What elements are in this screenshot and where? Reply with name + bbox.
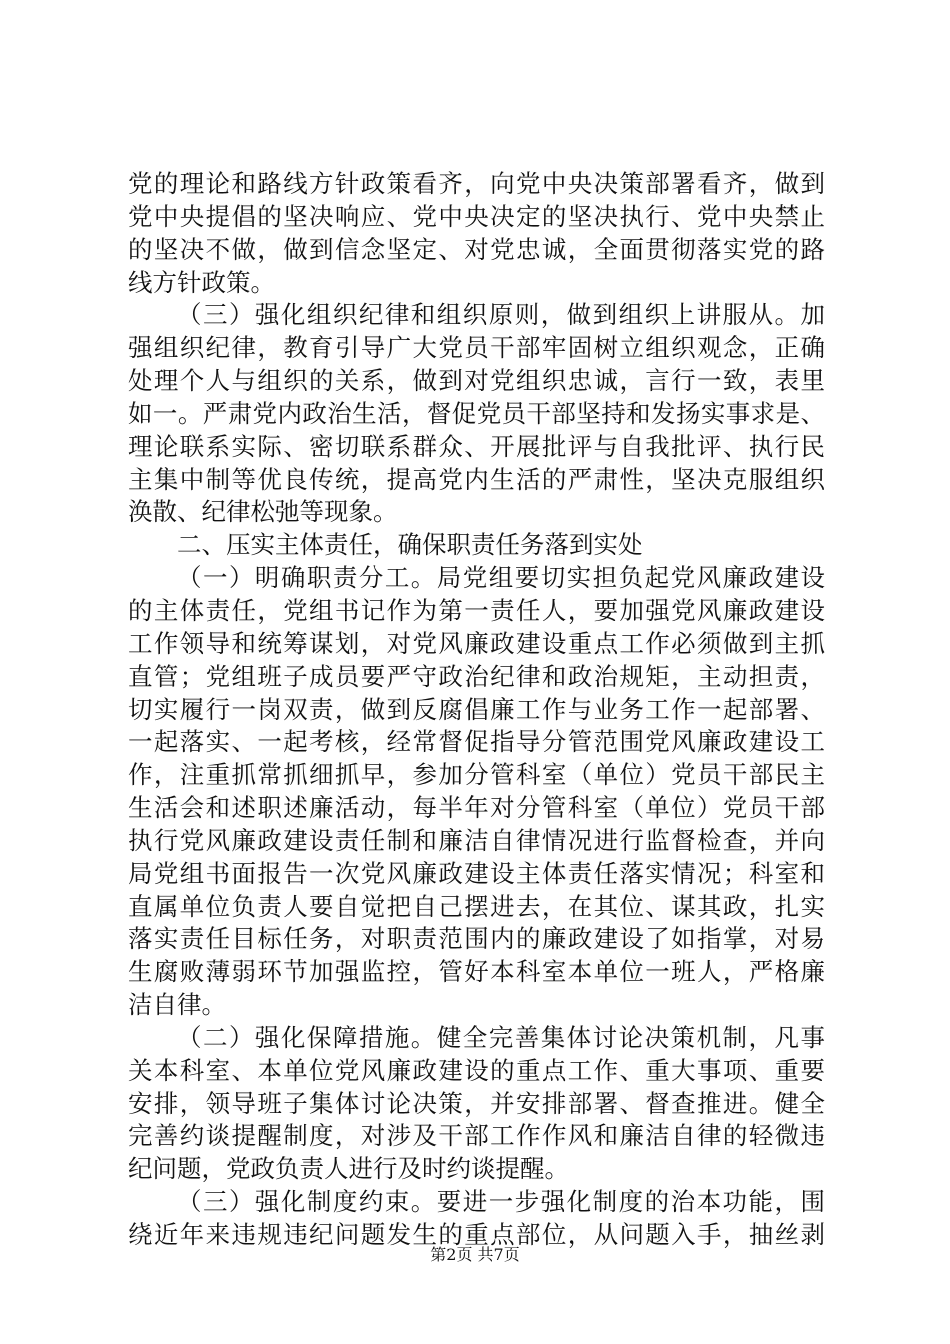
text-line: 生腐败薄弱环节加强监控，管好本科室本单位一班人，严格廉	[128, 957, 825, 987]
text-line: 落实责任目标任务，对职责范围内的廉政建设了如指掌，对易	[128, 924, 825, 954]
text-line: 处理个人与组织的关系，做到对党组织忠诚，言行一致，表里	[128, 366, 825, 396]
text-line: 涣散、纪律松弛等现象。	[128, 497, 398, 527]
text-line: 直管；党组班子成员要严守政治纪律和政治规矩，主动担责，	[128, 661, 825, 691]
text-line: 完善约谈提醒制度，对涉及干部工作作风和廉洁自律的轻微违	[128, 1121, 825, 1151]
text-line: 洁自律。	[128, 990, 226, 1020]
text-line: 线方针政策。	[128, 267, 275, 297]
text-line: 关本科室、本单位党风廉政建设的重点工作、重大事项、重要	[128, 1055, 825, 1085]
text-line: （三）强化组织纪律和组织原则，做到组织上讲服从。加	[177, 300, 825, 330]
text-line: 党的理论和路线方针政策看齐，向党中央决策部署看齐，做到	[128, 169, 825, 198]
text-line: 理论联系实际、密切联系群众、开展批评与自我批评、执行民	[128, 431, 825, 461]
text-line: 安排，领导班子集体讨论决策，并安排部署、督查推进。健全	[128, 1088, 825, 1118]
text-line: 的主体责任，党组书记作为第一责任人，要加强党风廉政建设	[128, 595, 825, 625]
text-line: （二）强化保障措施。健全完善集体讨论决策机制，凡事	[177, 1022, 825, 1052]
text-line: 局党组书面报告一次党风廉政建设主体责任落实情况；科室和	[128, 858, 825, 888]
text-line: 切实履行一岗双责，做到反腐倡廉工作与业务工作一起部署、	[128, 694, 825, 724]
text-line: （一）明确职责分工。局党组要切实担负起党风廉政建设	[177, 563, 825, 593]
text-line: 强组织纪律，教育引导广大党员干部牢固树立组织观念，正确	[128, 333, 825, 363]
text-line: 一起落实、一起考核，经常督促指导分管范围党风廉政建设工	[128, 727, 825, 757]
text-line: 生活会和述职述廉活动，每半年对分管科室（单位）党员干部	[128, 793, 825, 823]
text-line: 工作领导和统筹谋划，对党风廉政建设重点工作必须做到主抓	[128, 628, 825, 658]
text-line: 直属单位负责人要自觉把自己摆进去，在其位、谋其政，扎实	[128, 891, 825, 921]
text-line: 的坚决不做，做到信念坚定、对党忠诚，全面贯彻落实党的路	[128, 234, 825, 264]
text-line: 绕近年来违规违纪问题发生的重点部位，从问题入手，抽丝剥	[128, 1220, 825, 1249]
text-line: 执行党风廉政建设责任制和廉洁自律情况进行监督检查，并向	[128, 825, 825, 855]
text-line: 如一。严肃党内政治生活，督促党员干部坚持和发扬实事求是、	[128, 398, 825, 428]
text-line: 作，注重抓常抓细抓早，参加分管科室（单位）党员干部民主	[128, 760, 825, 790]
text-line: 主集中制等优良传统，提高党内生活的严肃性，坚决克服组织	[128, 464, 825, 494]
text-line: 纪问题，党政负责人进行及时约谈提醒。	[128, 1154, 569, 1184]
page-number-footer: 第2页 共7页	[430, 1245, 520, 1264]
text-line: （三）强化制度约束。要进一步强化制度的治本功能，围	[177, 1187, 825, 1217]
text-line: 二、压实主体责任，确保职责任务落到实处	[177, 530, 643, 560]
text-line: 党中央提倡的坚决响应、党中央决定的坚决执行、党中央禁止	[128, 201, 825, 231]
document-body	[128, 168, 825, 1252]
